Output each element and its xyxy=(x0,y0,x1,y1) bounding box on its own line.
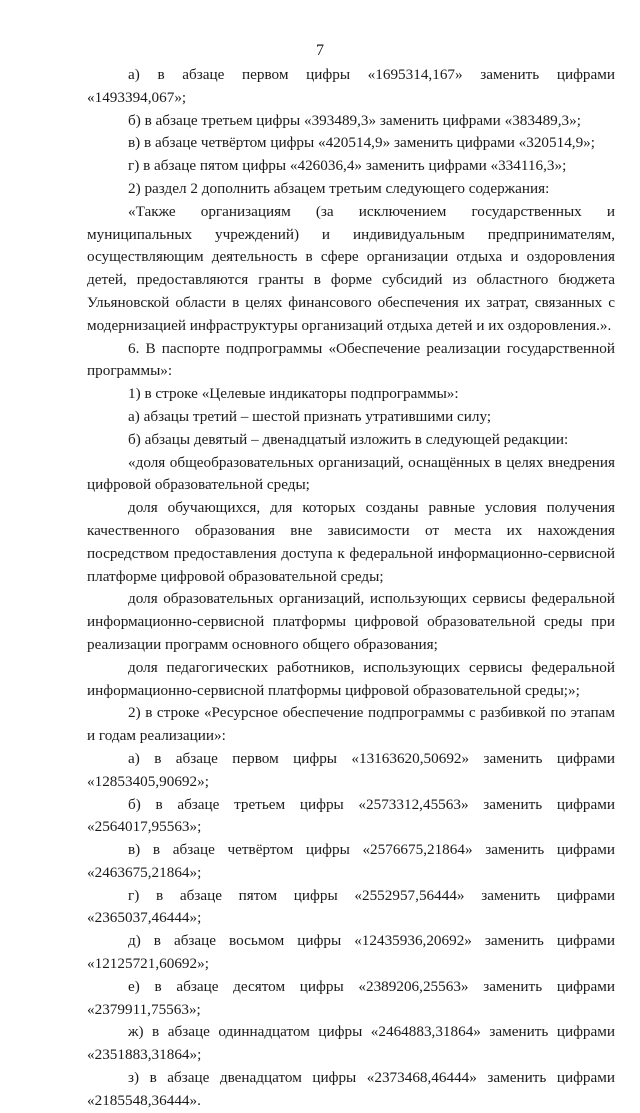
paragraph-indicator-1: «доля общеобразовательных организаций, оснащённых в целях внедрения цифровой образовательной среды; xyxy=(87,453,615,494)
paragraph-resources-z: з) в абзаце двенадцатом цифры «2373468,46444» заменить цифрами «2185548,36444». xyxy=(87,1069,615,1109)
paragraph-indicator-3: доля образовательных организаций, использующих сервисы федеральной информационно-сервисной платформы цифровой образовательной среды при реализации программ основного общего образования; xyxy=(87,590,615,653)
paragraph-quote-grants: «Также организациям (за исключением государственных и муниципальных учреждений) и индивидуальным предпринимателям, осуществляющим деятельность в сфере организации отдыха и оздоровления детей, предоставляются гранты в форме субсидий из областного бюджета Ульяновской области в целях финансового обеспечения их затрат, связанных с модернизацией инфраструктуры организаций отдыха детей и их оздоровления.». xyxy=(87,202,615,334)
document-body xyxy=(87,64,615,1113)
paragraph-resources-v: в) в абзаце четвёртом цифры «2576675,21864» заменить цифрами «2463675,21864»; xyxy=(87,841,615,881)
paragraph-passport-6: 6. В паспорте подпрограммы «Обеспечение реализации государственной программы»: xyxy=(87,339,615,380)
paragraph-indicators-a: а) абзацы третий – шестой признать утратившими силу; xyxy=(128,407,492,425)
paragraph-resources-zh: ж) в абзаце одиннадцатом цифры «2464883,31864» заменить цифрами «2351883,31864»; xyxy=(87,1023,615,1064)
paragraph-indicators-b: б) абзацы девятый – двенадцатый изложить в следующей редакции: xyxy=(128,430,569,448)
paragraph-indicators-row: 1) в строке «Целевые индикаторы подпрограммы»: xyxy=(128,385,459,403)
paragraph-resources-g: г) в абзаце пятом цифры «2552957,56444» заменить цифрами «2365037,46444»; xyxy=(87,886,615,927)
paragraph-indicator-2: доля обучающихся, для которых созданы равные условия получения качественного образования вне зависимости от места их нахождения посредством предоставления доступа к федеральной информационно-сервисной платформе цифровой образовательной среды; xyxy=(87,499,615,585)
paragraph-item-g: г) в абзаце пятом цифры «426036,4» заменить цифрами «334116,3»; xyxy=(128,157,567,175)
paragraph-resources-b: б) в абзаце третьем цифры «2573312,45563» заменить цифрами «2564017,95563»; xyxy=(87,795,615,836)
paragraph-item-a: а) в абзаце первом цифры «1695314,167» заменить цифрами «1493394,067»; xyxy=(87,66,615,106)
paragraph-item-v: в) в абзаце четвёртом цифры «420514,9» заменить цифрами «320514,9»; xyxy=(128,134,596,152)
paragraph-item-b: б) в абзаце третьем цифры «393489,3» заменить цифрами «383489,3»; xyxy=(128,111,581,129)
paragraph-resources-a: а) в абзаце первом цифры «13163620,50692» заменить цифрами «12853405,90692»; xyxy=(87,749,615,790)
paragraph-indicator-4: доля педагогических работников, использующих сервисы федеральной информационно-сервисной платформы цифровой образовательной среды;»; xyxy=(87,658,615,699)
page-number: 7 xyxy=(316,42,324,59)
paragraph-resources-e: е) в абзаце десятом цифры «2389206,25563» заменить цифрами «2379911,75563»; xyxy=(87,977,615,1018)
paragraph-resources-row: 2) в строке «Ресурсное обеспечение подпрограммы с разбивкой по этапам и годам реализации»: xyxy=(87,704,615,745)
paragraph-resources-d: д) в абзаце восьмом цифры «12435936,20692» заменить цифрами «12125721,60692»; xyxy=(87,932,615,973)
paragraph-section-2: 2) раздел 2 дополнить абзацем третьим следующего содержания: xyxy=(128,179,550,197)
